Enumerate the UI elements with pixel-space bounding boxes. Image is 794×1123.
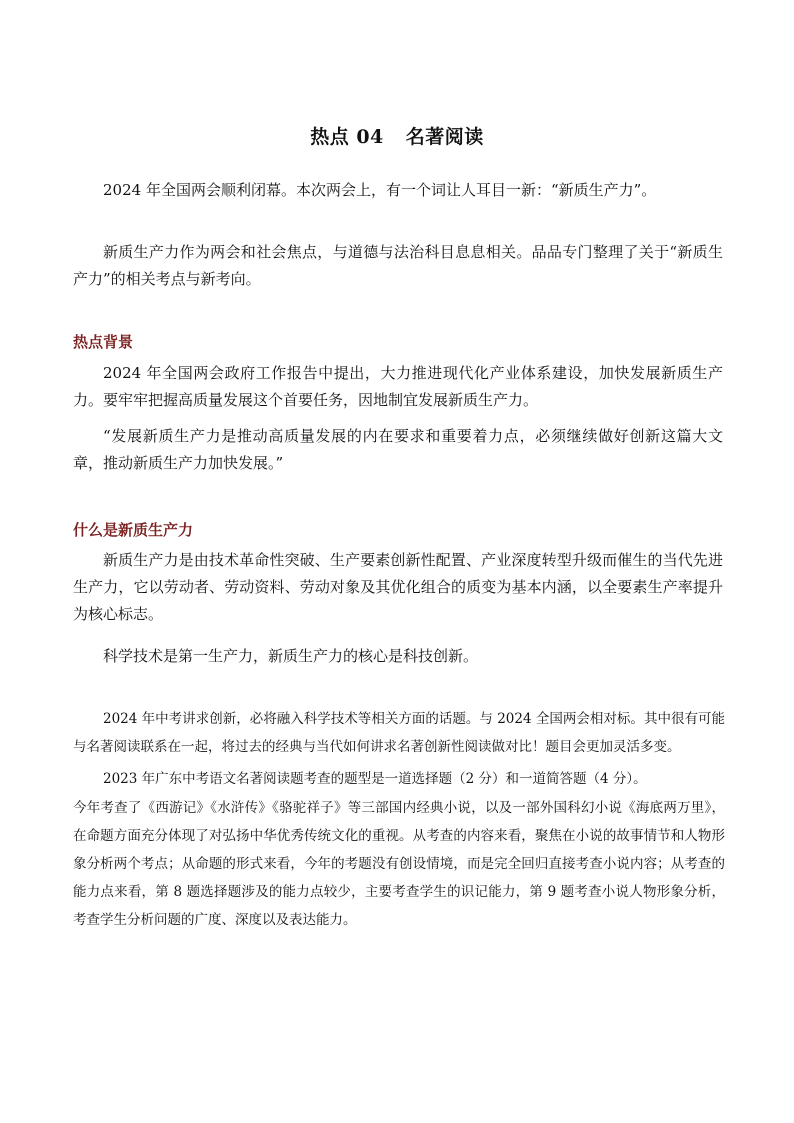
page-title: [0, 122, 794, 149]
exam-paragraph-3: 今年考查了《西游记》《水浒传》《骆驼祥子》等三部国内经典小说，以及一部外国科幻小说《海底两万里》，在命题方面充分体现了对弘扬中华优秀传统文化的重视。从考查的内容来看，聚焦在小说的故事情节和人物形象分析两个考点；从命题的形式来看，今年的考题没有创设情境，而是完全回归直接考查小说内容；从考查的能力点来看，第 8 题选择题涉及的能力点较少，主要考查学生的识记能力，第 9 题考查小说人物形象分析，考查学生分析问题的广度、深度以及表达能力。: [73, 800, 725, 928]
page-title-number: 热点 04: [310, 126, 384, 148]
background-quote: “发展新质生产力是推动高质量发展的内在要求和重要着力点，必须继续做好创新这篇大文章，推动新质生产力加快发展。”: [73, 427, 723, 472]
definition-paragraph-1: 新质生产力是由技术革命性突破、生产要素创新性配置、产业深度转型升级而催生的当代先进生产力，它以劳动者、劳动资料、劳动对象及其优化组合的质变为基本内涵，以全要素生产率提升为核心标志。: [73, 551, 723, 623]
intro-paragraph-1: 2024 年全国两会顺利闭幕。本次两会上，有一个词让人耳目一新：“新质生产力”。: [103, 181, 657, 199]
definition-paragraph-2: 科学技术是第一生产力，新质生产力的核心是科技创新。: [103, 647, 479, 665]
section-heading-background: 热点背景: [73, 333, 134, 351]
background-paragraph-1: 2024 年全国两会政府工作报告中提出，大力推进现代化产业体系建设，加快发展新质生产力。要牢牢把握高质量发展这个首要任务，因地制宜发展新质生产力。: [73, 364, 723, 409]
exam-paragraph-2: 2023 年广东中考语文名著阅读题考查的题型是一道选择题（2 分）和一道简答题（4 分）。: [103, 771, 647, 787]
intro-paragraph-2: 新质生产力作为两会和社会焦点，与道德与法治科目息息相关。品品专门整理了关于“新质生产力”的相关考点与新考向。: [73, 243, 723, 288]
exam-paragraph-1: 2024 年中考讲求创新，必将融入科学技术等相关方面的话题。与 2024 全国两会相对标。其中很有可能与名著阅读联系在一起，将过去的经典与当代如何讲求名著创新性阅读做对比！题目会更加灵活多变。: [73, 711, 725, 755]
section-heading-definition: 什么是新质生产力: [73, 521, 194, 539]
page-title-topic: 名著阅读: [405, 126, 484, 148]
